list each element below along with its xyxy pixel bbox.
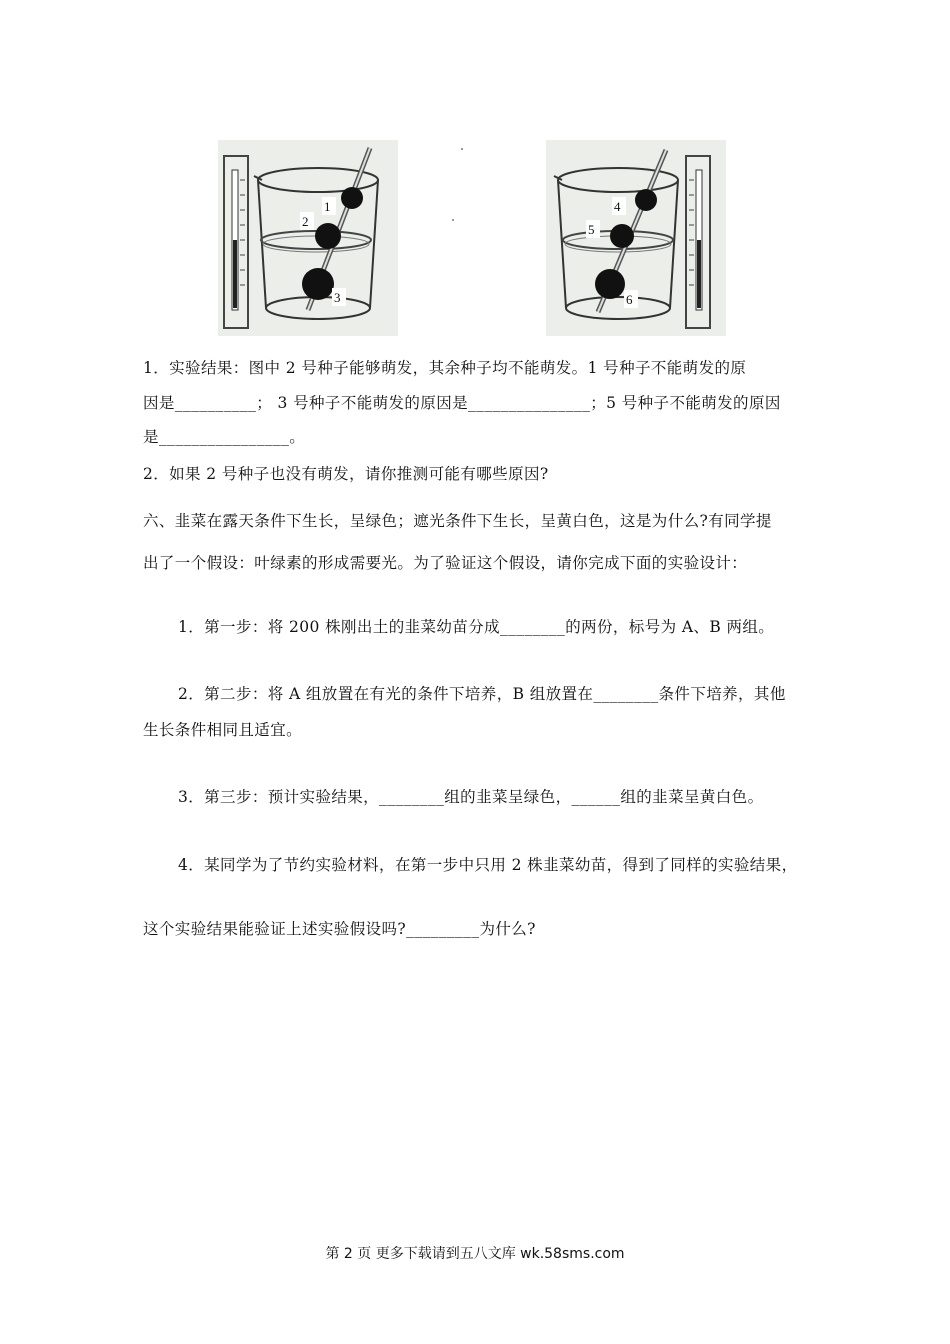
step-2-line-1: 2．第二步：将 A 组放置在有光的条件下培养，B 组放置在________条件下培养，其他 — [178, 685, 786, 703]
step-4-line-1: 4．某同学为了节约实验材料，在第一步中只用 2 株韭菜幼苗，得到了同样的实验结果， — [178, 856, 798, 874]
seed-label-3: 3 — [334, 290, 341, 305]
stray-dot — [461, 148, 463, 150]
question-1-line-1: 1．实验结果：图中 2 号种子能够萌发，其余种子均不能萌发。1 号种子不能萌发的原 — [143, 359, 747, 377]
seed-label-2: 2 — [302, 214, 309, 229]
beaker-figure-left — [218, 140, 398, 336]
beaker-illustration-right — [546, 140, 726, 336]
section-6-intro-line-1: 六、韭菜在露天条件下生长，呈绿色；遮光条件下生长，呈黄白色，这是为什么?有同学提 — [143, 512, 772, 530]
beaker-figure-right — [546, 140, 726, 336]
seed-label-6: 6 — [626, 292, 633, 307]
section-6-intro-line-2: 出了一个假设：叶绿素的形成需要光。为了验证这个假设，请你完成下面的实验设计： — [143, 554, 748, 572]
stray-dot — [452, 219, 454, 221]
seed-label-1: 1 — [324, 199, 331, 214]
question-2: 2．如果 2 号种子也没有萌发，请你推测可能有哪些原因? — [143, 465, 549, 483]
page-footer: 第 2 页 更多下载请到五八文库 wk.58sms.com — [325, 1246, 625, 1262]
seed-label-4: 4 — [614, 199, 621, 214]
step-1: 1．第一步：将 200 株刚出土的韭菜幼苗分成________的两份，标号为 A、B 两组。 — [178, 618, 775, 636]
question-1-line-3: 是________________。 — [143, 428, 306, 446]
beaker-illustration-left — [218, 140, 398, 336]
step-4-line-2: 这个实验结果能验证上述实验假设吗?_________为什么? — [143, 920, 536, 938]
step-3: 3．第三步：预计实验结果，________组的韭菜呈绿色，______组的韭菜呈黄白色。 — [178, 788, 764, 806]
question-1-line-2: 因是__________； 3 号种子不能萌发的原因是_______________；5 号种子不能萌发的原因 — [143, 394, 781, 412]
step-2-line-2: 生长条件相同且适宜。 — [143, 721, 303, 739]
seed-label-5: 5 — [588, 222, 595, 237]
